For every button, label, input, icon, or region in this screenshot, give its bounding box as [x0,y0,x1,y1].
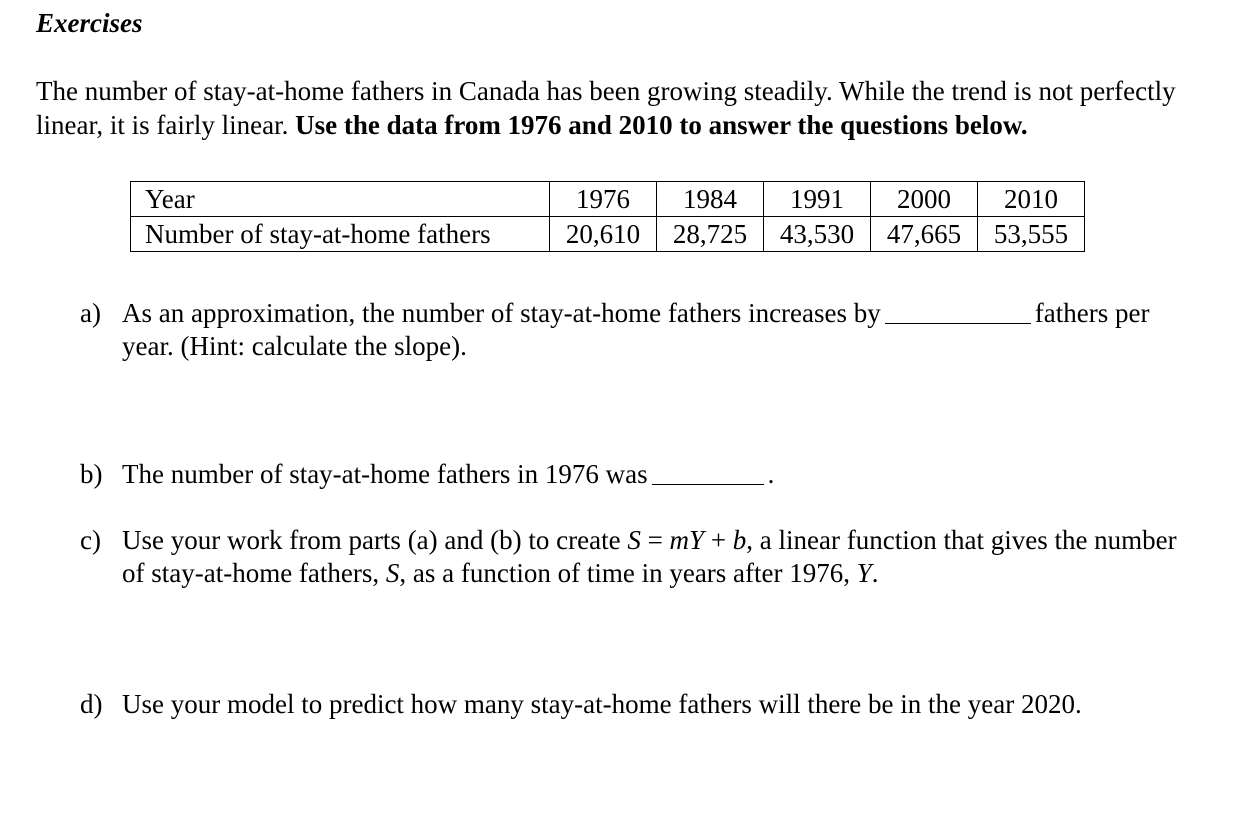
question-c-part: , a linear function that gives the number of stay-at-home fathers, [122,525,1177,588]
intro-paragraph [36,74,1226,142]
question-letter: a) [80,298,101,328]
question-c-part: . [871,558,879,588]
fathers-cell: 47,665 [871,217,978,252]
equation-var-b: b [732,525,747,555]
row-label-year: Year [131,182,550,217]
fathers-data-table [130,181,1085,252]
question-b [80,458,1200,491]
variable-s: S [385,558,400,588]
fathers-cell: 20,610 [550,217,657,252]
question-c-part: Use your work from parts (a) and (b) to create [122,525,621,555]
question-b-before: The number of stay-at-home fathers in 1976 was [122,459,648,489]
table-row-fathers [131,217,1085,252]
question-b-after: . [767,459,775,489]
table-row-year [131,182,1085,217]
equation-equals: = [647,525,663,555]
fathers-cell: 28,725 [657,217,764,252]
question-d-text: Use your model to predict how many stay-at-home fathers will there be in the year 2020. [122,689,1082,719]
intro-bold-instruction: Use the data from 1976 and 2010 to answer the questions below. [295,110,1028,140]
question-c-text [122,524,1200,590]
equation-term-my: mY [669,525,705,555]
question-b-text [122,458,1200,491]
question-letter: b) [80,459,103,489]
intro-text: The number of stay-at-home fathers in Canada has been growing steadily. While the trend is not perfectly linear, it is fairly linear. [36,76,1176,140]
equation-var-s: S [627,525,641,555]
question-letter: d) [80,689,103,719]
year-cell: 1976 [550,182,657,217]
fathers-cell: 43,530 [764,217,871,252]
equation-plus: + [710,525,727,555]
question-c-part: , as a function of time in years after 1976, [399,558,851,588]
question-a-after: fathers per year. (Hint: calculate the slope). [122,298,1150,361]
year-cell: 2000 [871,182,978,217]
question-a-before: As an approximation, the number of stay-at-home fathers increases by [122,298,881,328]
question-a-text [122,297,1200,363]
year-cell: 1991 [764,182,871,217]
question-c [80,524,1200,590]
question-letter: c) [80,525,101,555]
variable-y: Y [856,558,872,588]
exercises-heading: Exercises [36,8,143,38]
question-d [80,688,1200,721]
year-cell: 2010 [978,182,1085,217]
fathers-cell: 53,555 [978,217,1085,252]
answer-blank-a[interactable] [885,322,1031,324]
answer-blank-b[interactable] [652,483,764,485]
question-a [80,297,1200,363]
row-label-fathers: Number of stay-at-home fathers [131,217,550,252]
year-cell: 1984 [657,182,764,217]
